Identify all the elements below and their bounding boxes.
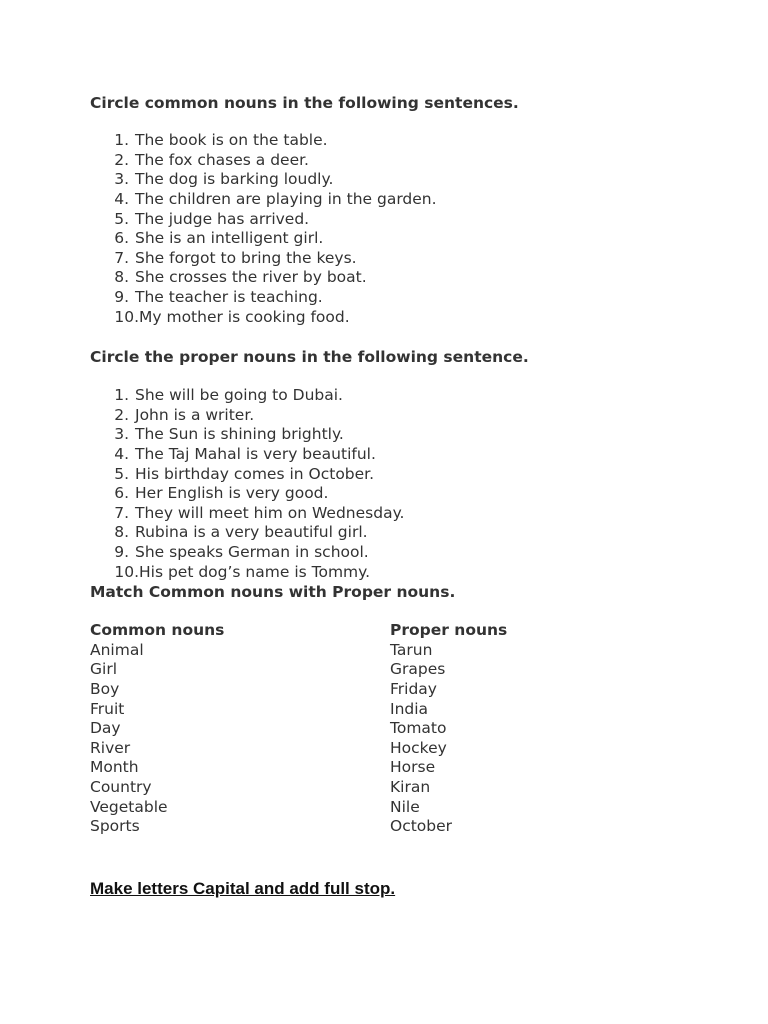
- capital-letters-heading: Make letters Capital and add full stop.: [90, 879, 396, 898]
- item-text: The book is on the table.: [135, 131, 328, 149]
- list-item: [90, 170, 437, 190]
- item-text: She speaks German in school.: [135, 543, 369, 562]
- list-item: [90, 288, 437, 308]
- proper-noun: Grapes: [390, 660, 446, 679]
- item-text: They will meet him on Wednesday.: [135, 503, 405, 522]
- item-number: 5.: [114, 464, 129, 483]
- item-text: John is a writer.: [135, 405, 255, 424]
- common-noun: Day: [90, 719, 121, 738]
- item-text: The Taj Mahal is very beautiful.: [135, 444, 376, 463]
- item-number: 10.: [114, 307, 139, 326]
- item-number: 5.: [114, 209, 129, 228]
- item-text: His birthday comes in October.: [135, 464, 375, 483]
- proper-noun: Kiran: [390, 778, 431, 797]
- item-number: 9.: [114, 543, 129, 562]
- list-item: [90, 563, 404, 583]
- common-noun: Sports: [90, 817, 140, 836]
- common-noun: Vegetable: [90, 797, 168, 816]
- item-number: 8.: [114, 268, 129, 287]
- item-text: His pet dog’s name is Tommy.: [139, 562, 371, 581]
- item-number: 6.: [114, 229, 129, 248]
- list-item: [90, 190, 437, 210]
- item-number: 7.: [114, 248, 129, 267]
- list-item: [90, 386, 404, 406]
- list-item: [90, 465, 404, 485]
- item-text: The Sun is shining brightly.: [135, 425, 344, 444]
- proper-noun: Tarun: [390, 640, 433, 659]
- item-text: She is an intelligent girl.: [135, 229, 324, 248]
- item-text: She will be going to Dubai.: [135, 386, 343, 404]
- common-noun: Animal: [90, 640, 144, 659]
- list-item: [90, 131, 437, 151]
- item-text: She crosses the river by boat.: [135, 268, 367, 287]
- proper-nouns-column-header: Proper nouns: [390, 621, 508, 639]
- list-item: [90, 445, 404, 465]
- common-nouns-column-header: Common nouns: [90, 621, 225, 639]
- item-number: 4.: [114, 189, 129, 208]
- item-text: She forgot to bring the keys.: [135, 248, 357, 267]
- item-text: Her English is very good.: [135, 484, 329, 503]
- list-item: [90, 268, 437, 288]
- common-noun: Month: [90, 758, 139, 777]
- list-item: [90, 484, 404, 504]
- proper-noun: Horse: [390, 758, 436, 777]
- item-number: 3.: [114, 170, 129, 189]
- item-number: 1.: [114, 386, 129, 404]
- common-nouns-column: [90, 621, 224, 837]
- proper-noun: Hockey: [390, 738, 447, 757]
- item-number: 4.: [114, 444, 129, 463]
- proper-noun: Tomato: [390, 719, 447, 738]
- item-number: 2.: [114, 405, 129, 424]
- item-text: Rubina is a very beautiful girl.: [135, 523, 368, 542]
- item-number: 8.: [114, 523, 129, 542]
- item-number: 3.: [114, 425, 129, 444]
- item-number: 10.: [114, 562, 139, 581]
- list-item: [90, 210, 437, 230]
- common-noun: Girl: [90, 660, 117, 679]
- list-item: [90, 543, 404, 563]
- list-item: [90, 249, 437, 269]
- item-text: My mother is cooking food.: [139, 307, 350, 326]
- common-noun: River: [90, 738, 131, 757]
- proper-noun: Nile: [390, 797, 420, 816]
- list-item: [90, 308, 437, 328]
- item-number: 9.: [114, 288, 129, 307]
- match-nouns-heading: Match Common nouns with Proper nouns.: [90, 583, 456, 601]
- item-text: The dog is barking loudly.: [135, 170, 334, 189]
- common-noun: Fruit: [90, 699, 125, 718]
- common-noun: Country: [90, 778, 152, 797]
- common-noun: Boy: [90, 679, 120, 698]
- common-nouns-sentence-list: [90, 131, 437, 327]
- proper-nouns-heading: Circle the proper nouns in the following sentence.: [90, 348, 529, 366]
- common-nouns-heading: Circle common nouns in the following sentences.: [90, 94, 519, 112]
- item-text: The fox chases a deer.: [135, 150, 309, 169]
- item-number: 7.: [114, 503, 129, 522]
- list-item: [90, 151, 437, 171]
- item-text: The teacher is teaching.: [135, 288, 323, 307]
- proper-noun: October: [390, 817, 453, 836]
- item-text: The children are playing in the garden.: [135, 189, 437, 208]
- list-item: [90, 523, 404, 543]
- item-number: 2.: [114, 150, 129, 169]
- list-item: [90, 406, 404, 426]
- proper-noun: India: [390, 699, 429, 718]
- item-number: 6.: [114, 484, 129, 503]
- item-number: 1.: [114, 131, 129, 149]
- item-text: The judge has arrived.: [135, 209, 310, 228]
- proper-noun: Friday: [390, 679, 437, 698]
- list-item: [90, 504, 404, 524]
- list-item: [90, 425, 404, 445]
- list-item: [90, 229, 437, 249]
- proper-nouns-sentence-list: [90, 386, 404, 582]
- proper-nouns-column: [390, 621, 507, 837]
